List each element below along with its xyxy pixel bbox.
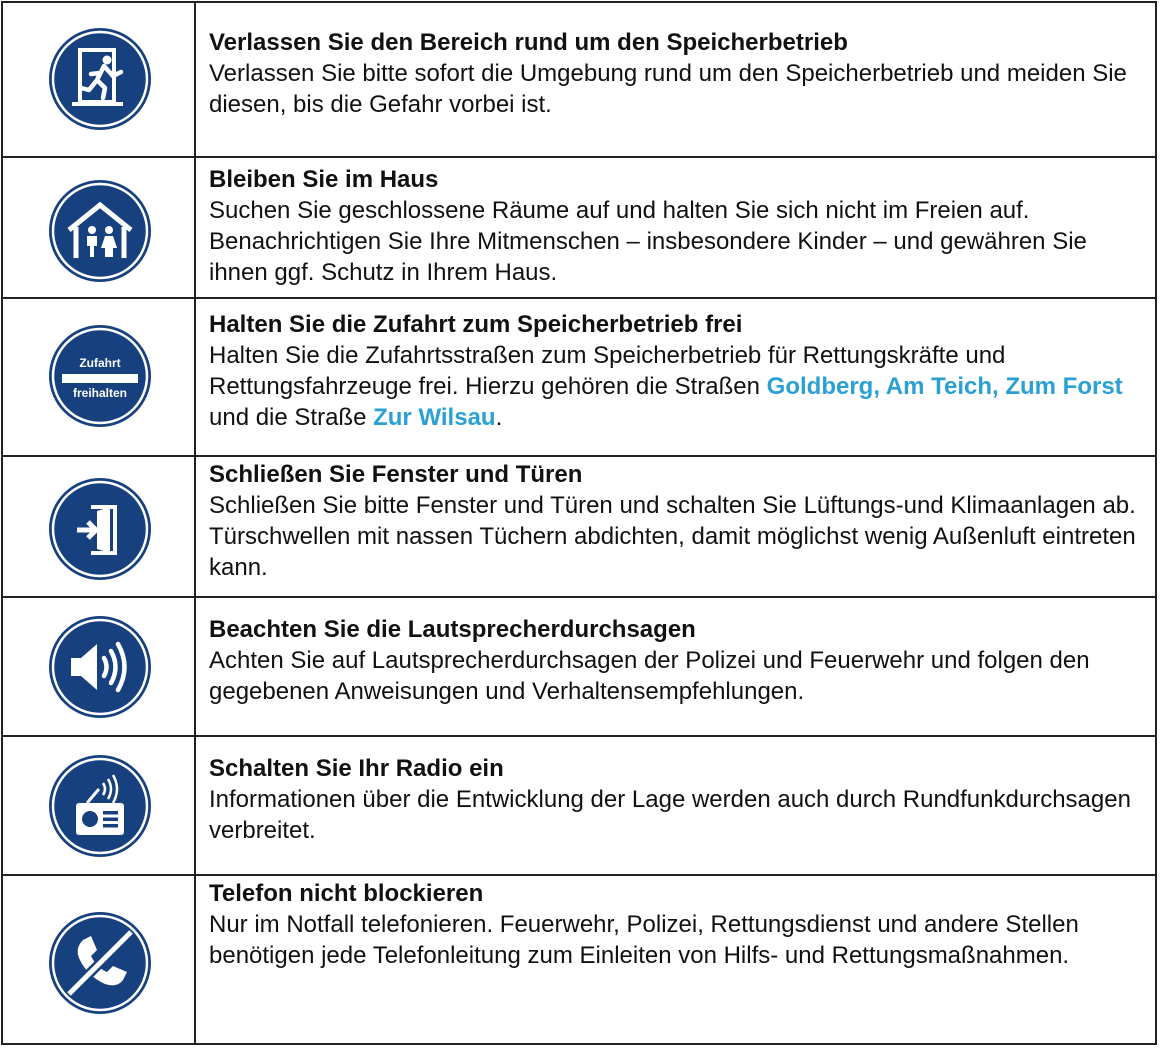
emergency-exit-icon (47, 26, 153, 132)
table-row (3, 3, 1155, 158)
loudspeaker-icon (47, 614, 153, 720)
row-body: Informationen über die Entwicklung der Lage werden auch durch Rundfunkdurchsagen verbreitet. (209, 786, 1131, 844)
table-row (3, 876, 1155, 1043)
row-body: Suchen Sie geschlossene Räume auf und halten Sie sich nicht im Freien auf. Benachrichtigen Sie Ihre Mitmenschen – insbesondere Kinder – und gewähren Sie ihnen ggf. Schutz in Ihrem Haus. (209, 197, 1087, 286)
body-text-part: Halten Sie die Zufahrtsstraßen zum Speicherbetrieb für Rettungskräfte und Rettungsfahrzeuge frei. Hierzu gehören die Straßen (209, 342, 1006, 400)
radio-icon (47, 753, 153, 859)
text-cell (209, 27, 1147, 120)
icon-cell (3, 457, 196, 596)
icon-cell (3, 737, 196, 874)
street-highlight: Goldberg, Am Teich, Zum Forst (766, 373, 1123, 400)
instructions-table (1, 1, 1157, 1045)
text-cell (209, 309, 1147, 433)
row-body: Nur im Notfall telefonieren. Feuerwehr, Polizei, Rettungsdienst und andere Stellen benötigen jede Telefonleitung zum Einleiten von Hilfs- und Rettungsmaßnahmen. (209, 911, 1079, 969)
table-row (3, 158, 1155, 299)
icon-cell (3, 158, 196, 297)
stay-indoors-icon (47, 178, 153, 284)
row-heading: Telefon nicht blockieren (209, 880, 484, 907)
row-body: Achten Sie auf Lautsprecherdurchsagen der Polizei und Feuerwehr und folgen den gegebenen Anweisungen und Verhaltensempfehlungen. (209, 647, 1090, 705)
text-cell (209, 878, 1147, 971)
table-row (3, 299, 1155, 457)
text-cell (209, 164, 1147, 288)
text-cell (209, 459, 1147, 583)
icon-cell (3, 598, 196, 735)
body-text-part: und die Straße (209, 404, 374, 431)
row-heading: Verlassen Sie den Bereich rund um den Speicherbetrieb (209, 29, 848, 56)
no-phone-icon (47, 910, 153, 1016)
icon-label-top: Zufahrt (79, 356, 121, 370)
row-body (209, 340, 1147, 433)
text-cell (209, 614, 1147, 707)
row-body: Schließen Sie bitte Fenster und Türen und schalten Sie Lüftungs-und Klimaanlagen ab. Türschwellen mit nassen Tüchern abdichten, damit möglichst wenig Außenluft eintreten kann. (209, 492, 1136, 581)
row-heading: Beachten Sie die Lautsprecherdurchsagen (209, 616, 696, 643)
table-row (3, 737, 1155, 876)
row-heading: Schalten Sie Ihr Radio ein (209, 755, 504, 782)
keep-access-clear-icon (47, 323, 153, 429)
icon-cell (3, 876, 196, 1043)
street-highlight: Zur Wilsau (373, 404, 496, 431)
icon-cell (3, 3, 196, 156)
row-body: Verlassen Sie bitte sofort die Umgebung rund um den Speicherbetrieb und meiden Sie diesen, bis die Gefahr vorbei ist. (209, 60, 1127, 118)
table-row (3, 598, 1155, 737)
icon-cell (3, 299, 196, 455)
row-heading: Schließen Sie Fenster und Türen (209, 461, 583, 488)
row-heading: Bleiben Sie im Haus (209, 166, 439, 193)
icon-label-bottom: freihalten (72, 386, 128, 400)
row-heading: Halten Sie die Zufahrt zum Speicherbetrieb frei (209, 311, 743, 338)
body-text-part: . (495, 404, 503, 431)
text-cell (209, 753, 1147, 846)
table-row (3, 457, 1155, 598)
close-door-icon (47, 476, 153, 582)
